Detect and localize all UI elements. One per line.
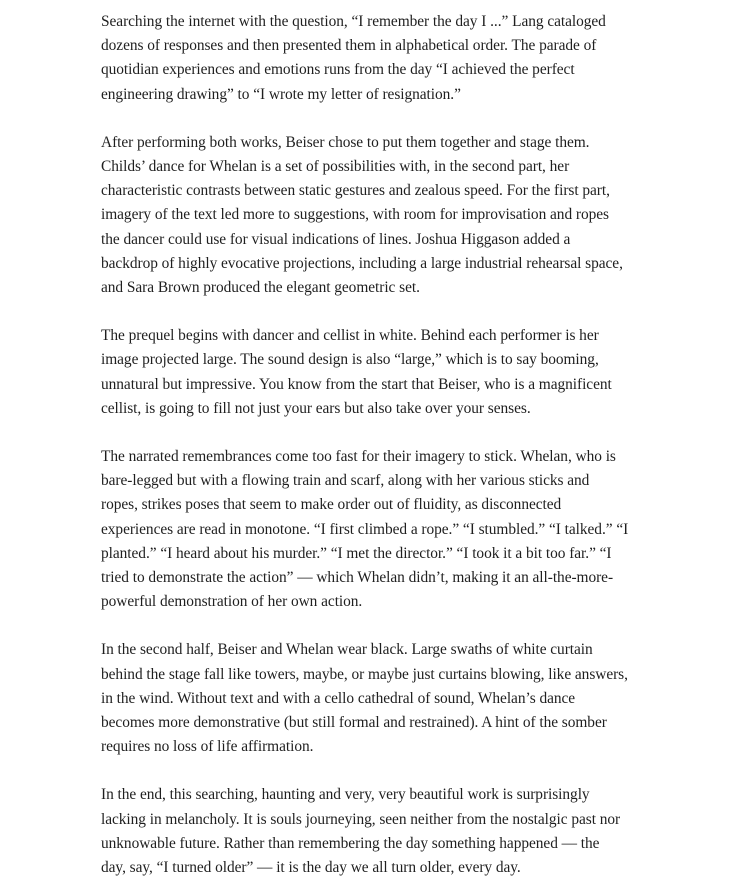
text-line: Childs’ dance for Whelan is a set of possibilities with, in the second part, her	[101, 158, 570, 176]
text-line: the dancer could use for visual indications of lines. Joshua Higgason added a	[101, 230, 571, 248]
text-line: experiences are read in monotone. “I first climbed a rope.” “I stumbled.” “I talked.” “I	[101, 520, 629, 538]
text-line: In the end, this searching, haunting and very, very beautiful work is surprisingly	[101, 786, 590, 804]
paragraph-4	[101, 445, 661, 614]
text-line: The narrated remembrances come too fast for their imagery to stick. Whelan, who is	[101, 448, 616, 466]
text-line: lacking in melancholy. It is souls journeying, seen neither from the nostalgic past nor	[101, 810, 621, 828]
text-line: dozens of responses and then presented them in alphabetical order. The parade of	[101, 37, 597, 55]
paragraph-6	[101, 783, 661, 880]
text-line: Searching the internet with the question, “I remember the day I ...” Lang cataloged	[101, 13, 606, 30]
paragraph-2	[101, 131, 661, 300]
paragraph-1	[101, 10, 661, 107]
text-line: powerful demonstration of her own action.	[101, 593, 363, 611]
text-line: in the wind. Without text and with a cello cathedral of sound, Whelan’s dance	[101, 689, 576, 707]
text-line: In the second half, Beiser and Whelan wear black. Large swaths of white curtain	[101, 641, 593, 659]
text-line: becomes more demonstrative (but still formal and restrained). A hint of the somber	[101, 714, 607, 732]
text-line: requires no loss of life affirmation.	[101, 738, 314, 756]
text-line: cellist, is going to fill not just your ears but also take over your senses.	[101, 399, 531, 417]
text-line: and Sara Brown produced the elegant geometric set.	[101, 279, 420, 297]
text-line: behind the stage fall like towers, maybe, or maybe just curtains blowing, like answers,	[101, 665, 628, 683]
text-line: The prequel begins with dancer and cellist in white. Behind each performer is her	[101, 327, 599, 345]
text-line: characteristic contrasts between static gestures and zealous speed. For the first part,	[101, 182, 610, 200]
text-line: bare-legged but with a flowing train and scarf, along with her various sticks and	[101, 472, 590, 490]
paragraph-5	[101, 638, 661, 759]
text-line: unknowable future. Rather than remembering the day something happened — the	[101, 834, 600, 852]
text-line: image projected large. The sound design is also “large,” which is to say booming,	[101, 351, 599, 369]
paragraph-3	[101, 324, 661, 421]
text-line: day, say, “I turned older” — it is the day we all turn older, every day.	[101, 859, 521, 877]
text-line: tried to demonstrate the action” — which Whelan didn’t, making it an all-the-more-	[101, 569, 614, 587]
text-line: After performing both works, Beiser chose to put them together and stage them.	[101, 133, 590, 151]
text-line: imagery of the text led more to suggestions, with room for improvisation and ropes	[101, 206, 609, 224]
text-line: backdrop of highly evocative projections, including a large industrial rehearsal space,	[101, 254, 623, 272]
text-line: quotidian experiences and emotions runs from the day “I achieved the perfect	[101, 61, 575, 79]
text-line: planted.” “I heard about his murder.” “I met the director.” “I took it a bit too far.” “I	[101, 544, 612, 562]
text-line: unnatural but impressive. You know from the start that Beiser, who is a magnificent	[101, 375, 612, 393]
text-line: ropes, strikes poses that seem to make order out of fluidity, as disconnected	[101, 496, 562, 514]
text-line: engineering drawing” to “I wrote my letter of resignation.”	[101, 85, 461, 103]
